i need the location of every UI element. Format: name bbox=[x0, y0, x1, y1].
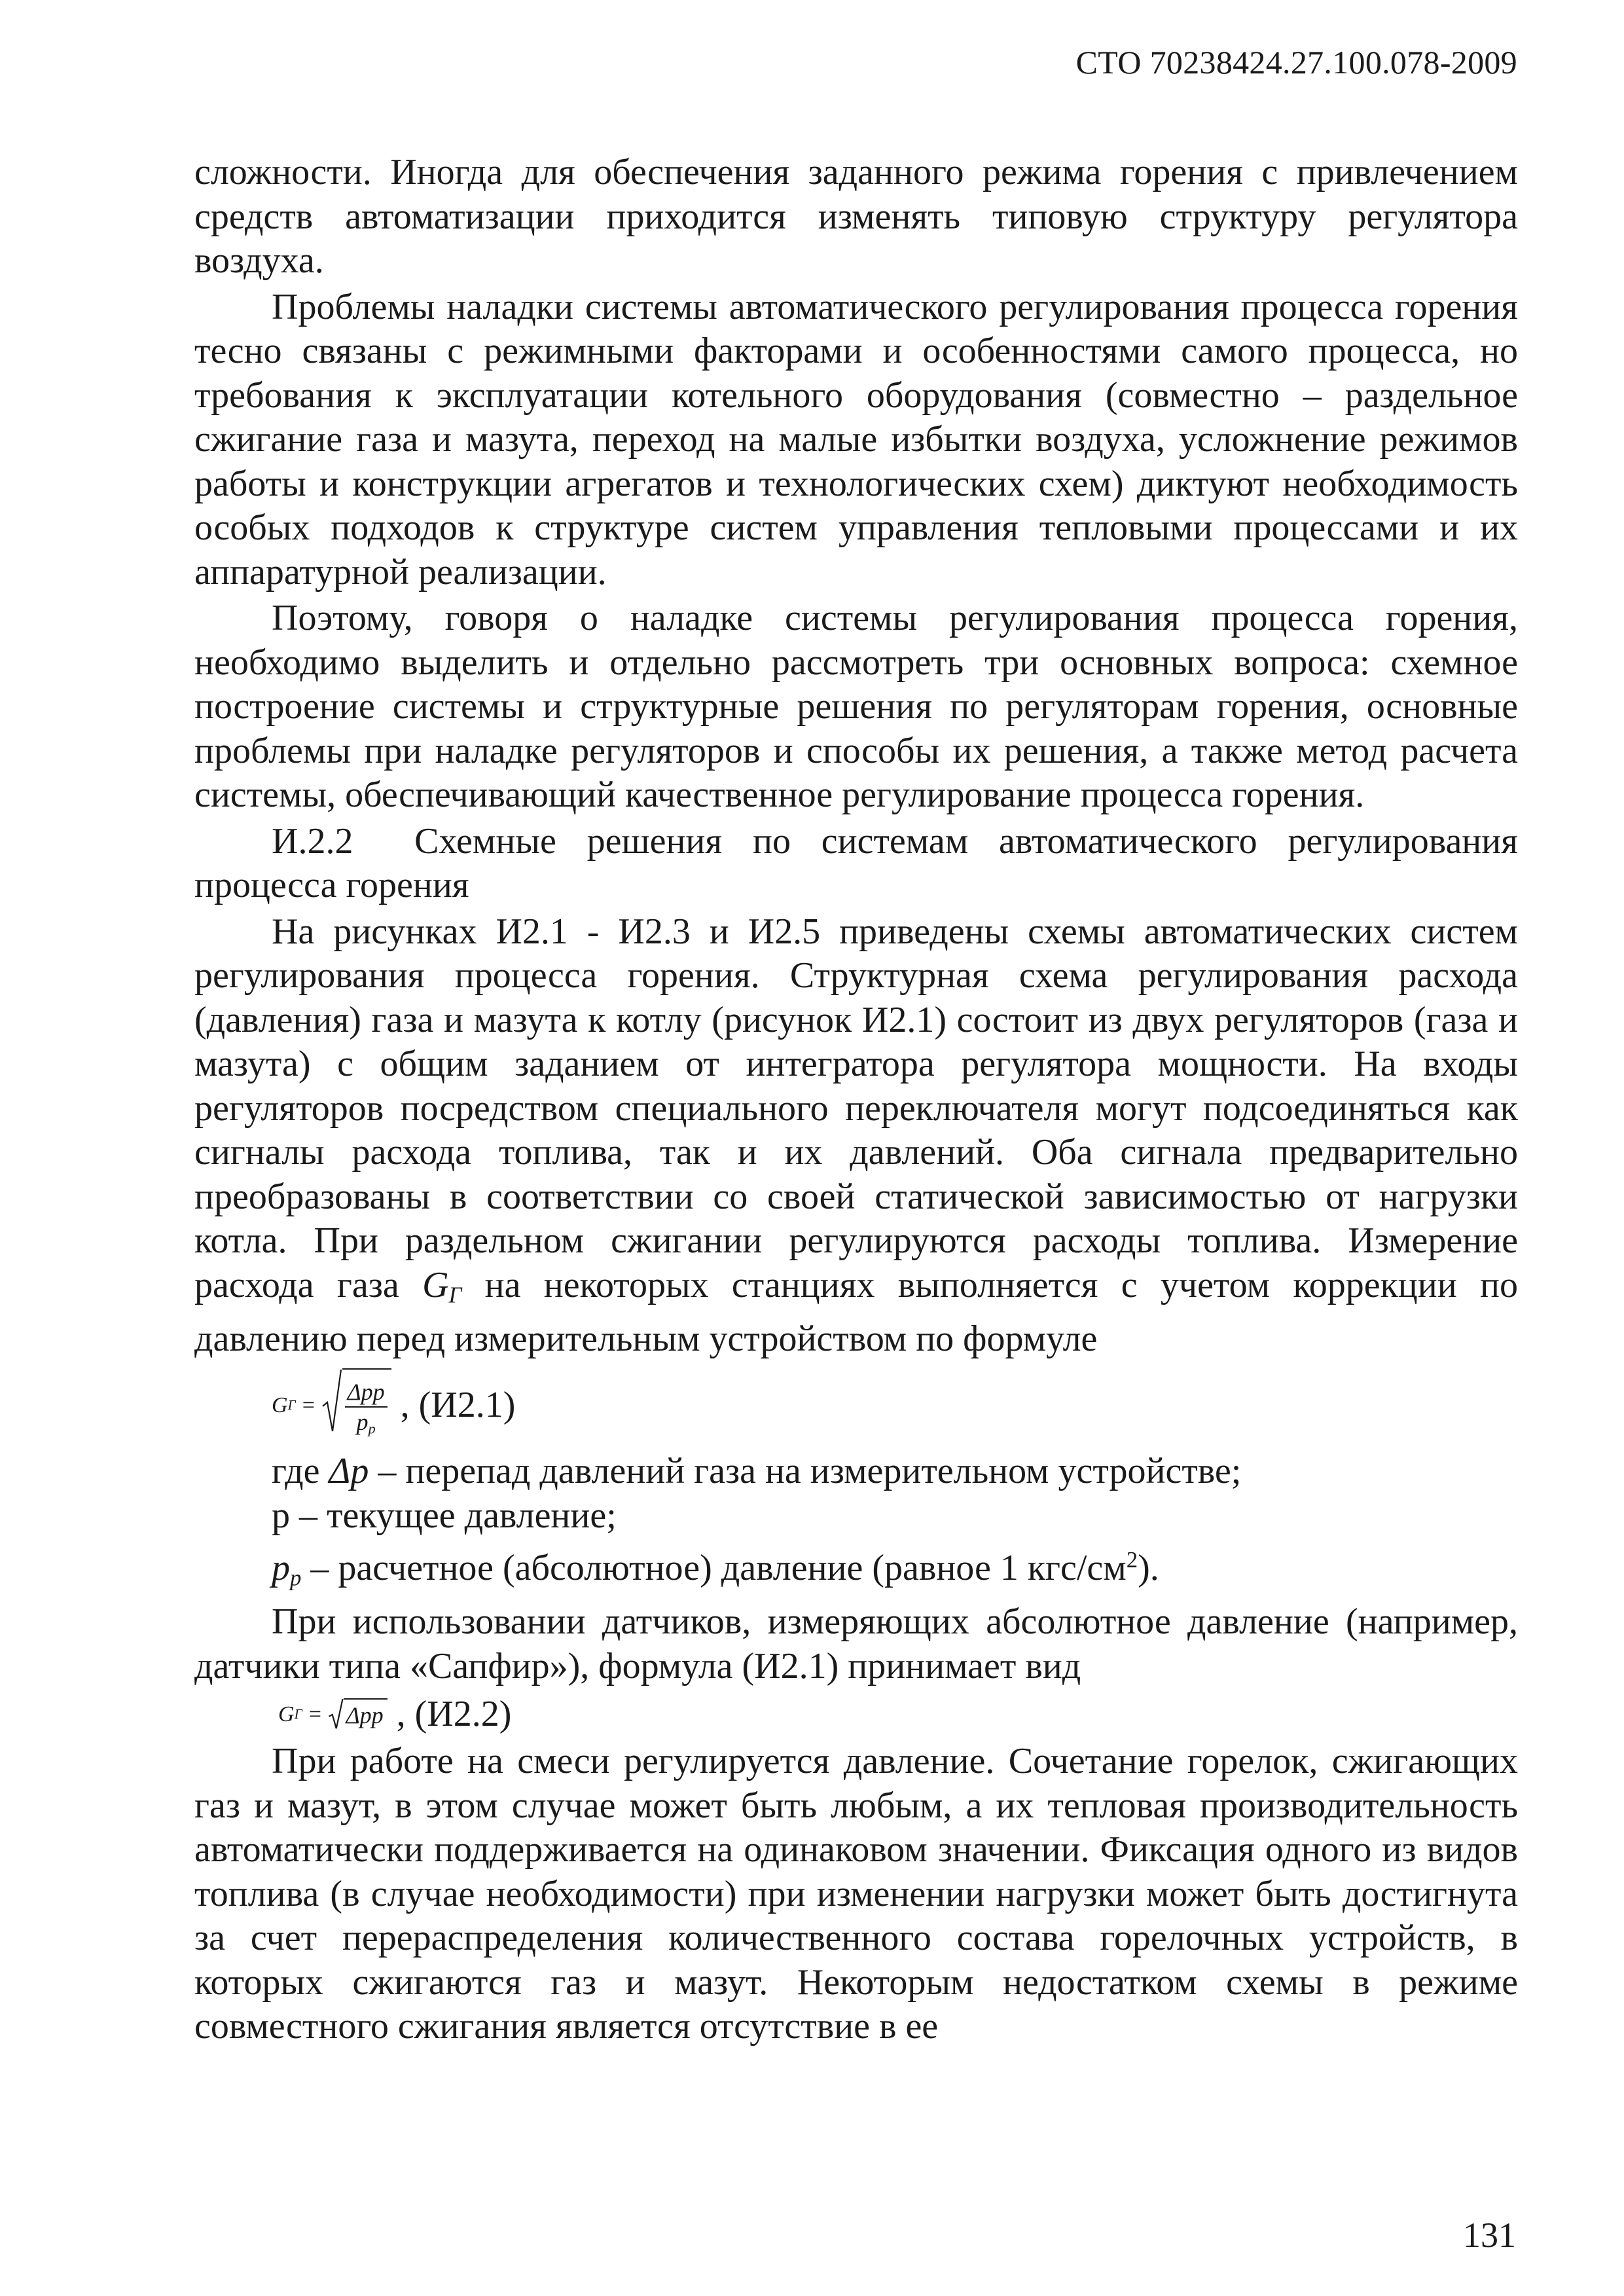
definition-p-design: $p_p$ – расчетное (абсолютное) давление (равное 1 кгс/$см^2$). bbox=[272, 1547, 1159, 1591]
gas-flow-symbol: $G_Г$ bbox=[422, 1264, 462, 1308]
formula-i2-2-expression: G Г = Δpp bbox=[278, 1692, 388, 1737]
formula-i2-1-expression: G Г = $\frac{\text{Δpp}}{p_p}$ bbox=[272, 1368, 391, 1442]
radical-sign-icon bbox=[321, 1368, 342, 1434]
radical-sign-icon bbox=[328, 1698, 344, 1730]
square-root-symbol: Δpp bbox=[328, 1698, 388, 1730]
paragraph-sapfir-sensors: При использовании датчиков, измеряющих абсолютное давление (например, датчики типа «Сапфир»), формула (И2.1) принимает вид bbox=[194, 1601, 1518, 1686]
document-code-header: СТО 70238424.27.100.078-2009 bbox=[1075, 44, 1517, 81]
paragraph-three-questions: Поэтому, говоря о наладке системы регулирования процесса горения, необходимо выделить и отдельно рассмотреть три основных вопроса: схемное построение системы и структурные решения по регуляторам горения, основные проблемы при наладке регуляторов и способы их решения, а также метод расчета системы, обеспечивающий качественное регулирование процесса горения. bbox=[194, 598, 1518, 815]
formula-i2-2-label: , (И2.2) bbox=[396, 1693, 512, 1734]
formula-i2-1-label: , (И2.1) bbox=[400, 1384, 516, 1425]
formula-i2-2 bbox=[194, 1688, 1518, 1740]
paragraph-scheme-description bbox=[194, 910, 1518, 1362]
formula-fraction: $\frac{\text{Δpp}}{p_p}$ bbox=[345, 1379, 388, 1442]
paragraph-text-part1: На рисунках И2.1 - И2.3 и И2.5 приведены схемы автоматических систем регулирования процесса горения. Структурная схема регулирования расхода (давления) газа и мазута к котлу (рисунок И2.1) состоит из двух регуляторов (газа и мазута) с общим заданием от интегратора регулятора мощности. На входы регуляторов посредством специального переключателя могут подсоединяться как сигналы расхода топлива, так и их давлений. Оба сигнала предварительно преобразованы в соответствии со своей статической зависимостью от нагрузки котла. При раздельном сжигании регулируются расходы топлива. Измерение расхода газа bbox=[194, 911, 1518, 1305]
square-root-symbol bbox=[321, 1368, 391, 1442]
definition-p-current: p – текущее давление; bbox=[272, 1495, 617, 1536]
page-number: 131 bbox=[1463, 2215, 1516, 2255]
paragraph-tuning-problems: Проблемы наладки системы автоматического регулирования процесса горения тесно связаны с режимными факторами и особенностями самого процесса, но требования к эксплуатации котельного оборудования (совместно – раздельное сжигание газа и мазута, переход на малые избытки воздуха, усложнение режимов работы и конструкции агрегатов и технологических схем) диктуют необходимость особых подходов к структуре систем управления тепловыми процессами и их аппаратурной реализации. bbox=[194, 286, 1518, 592]
formula-i2-1 bbox=[194, 1361, 1518, 1449]
section-heading: И.2.2 Схемные решения по системам автоматического регулирования процесса горения bbox=[194, 820, 1527, 905]
paragraph-mixture-pressure: При работе на смеси регулируется давление. Сочетание горелок, сжигающих газ и мазут, в этом случае может быть любым, а их тепловая производительность автоматически поддерживается на одинаковом значении. Фиксация одного из видов топлива (в случае необходимости) при изменении нагрузки может быть достигнута за счет перераспределения количественного состава горелочных устройств, в которых сжигаются газ и мазут. Некоторым недостатком схемы в режиме совместного сжигания является отсутствие в ее bbox=[194, 1741, 1518, 2047]
paragraph-text-part2: на некоторых станциях выполняется с учетом коррекции по давлению перед измерительным устройством по формуле bbox=[194, 1264, 1519, 1359]
paragraph-continuation: сложности. Иногда для обеспечения заданного режима горения с привлечением средств автоматизации приходится изменять типовую структуру регулятора воздуха. bbox=[194, 152, 1518, 281]
page-body bbox=[194, 151, 1527, 2049]
definition-delta-p: где Δp – перепад давлений газа на измерительном устройстве; bbox=[272, 1451, 1242, 1492]
